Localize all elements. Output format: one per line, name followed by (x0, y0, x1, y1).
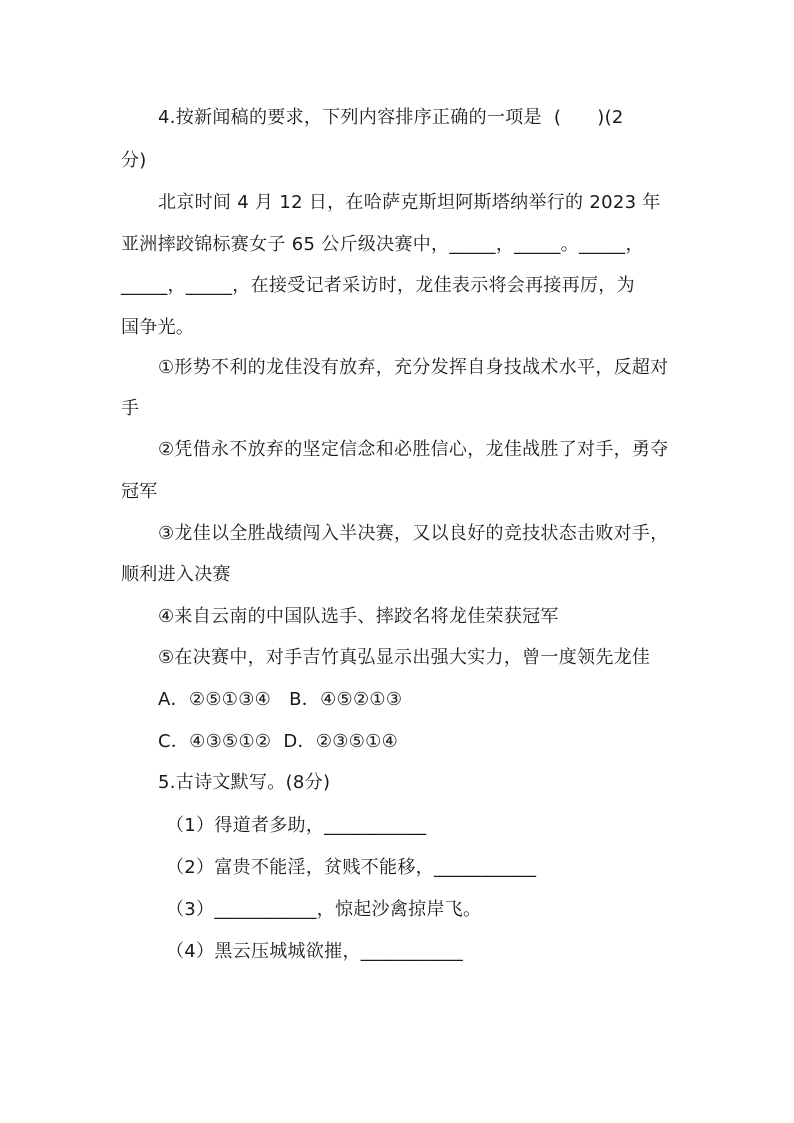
item-3-line-1: ③龙佳以全胜战绩闯入半决赛，又以良好的竞技状态击败对手， (158, 523, 669, 544)
item-2-line-1: ②凭借永不放弃的坚定信念和必胜信心，龙佳战胜了对手，勇夺 (158, 439, 669, 460)
poem-line-2: （2）富贵不能淫，贫贱不能移，___________ (166, 857, 537, 878)
item-2-line-2: 冠军 (121, 481, 158, 502)
item-1-line-2: 手 (121, 398, 140, 419)
passage-line-3: _____，_____，在接受记者采访时，龙佳表示将会再接再厉，为 (121, 275, 635, 296)
poem-line-1: （1）得道者多助，___________ (166, 815, 427, 836)
question-5-title: 5.古诗文默写。(8分) (158, 772, 331, 793)
question-4-stem-continued: 分) (121, 150, 147, 171)
poem-line-3: （3）___________，惊起沙禽掠岸飞。 (166, 899, 482, 920)
passage-line-2: 亚洲摔跤锦标赛女子 65 公斤级决赛中，_____，_____。_____， (121, 234, 644, 255)
poem-line-4: （4）黑云压城城欲摧，___________ (166, 941, 464, 962)
item-4: ④来自云南的中国队选手、摔跤名将龙佳荣获冠军 (158, 606, 559, 627)
question-4-stem: 4.按新闻稿的要求，下列内容排序正确的一项是 ( )(2 (158, 107, 624, 128)
item-1-line-1: ①形势不利的龙佳没有放弃，充分发挥自身技战术水平，反超对 (158, 357, 669, 378)
item-3-line-2: 顺利进入决赛 (121, 564, 231, 585)
options-a-b: A．②⑤①③④ B．④⑤②①③ (158, 689, 403, 710)
item-5: ⑤在决赛中，对手吉竹真弘显示出强大实力，曾一度领先龙佳 (158, 647, 651, 668)
passage-line-4: 国争光。 (121, 317, 195, 338)
passage-line-1: 北京时间 4 月 12 日，在哈萨克斯坦阿斯塔纳举行的 2023 年 (158, 192, 661, 213)
options-c-d: C．④③⑤①② D．②③⑤①④ (158, 731, 399, 752)
